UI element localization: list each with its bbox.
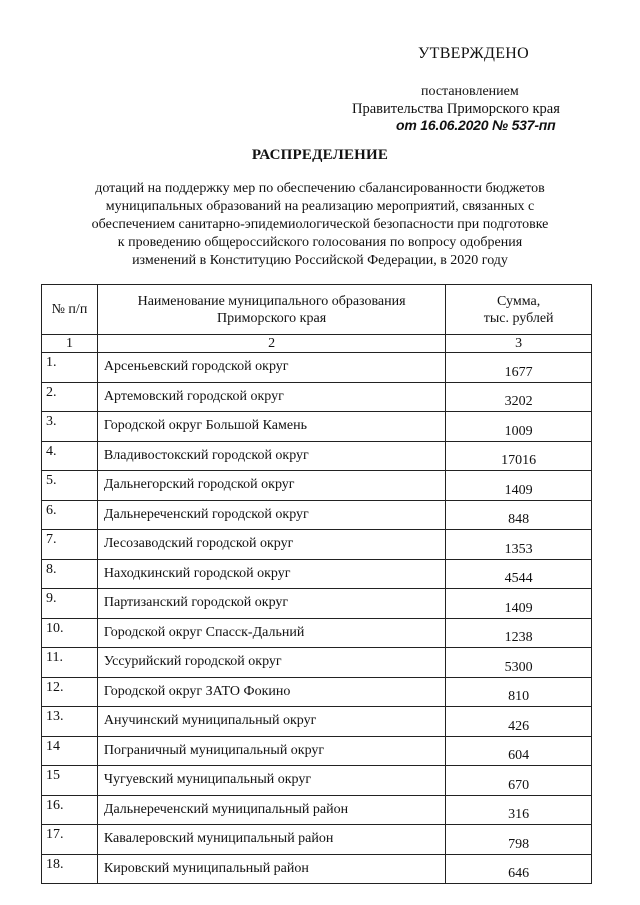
row-name: Лесозаводский городской округ [97,530,445,560]
row-name: Дальнереченский муниципальный район [97,795,445,825]
column-number: 1 [42,335,98,353]
row-number: 14 [42,736,98,766]
approval-line-3: от 16.06.2020 № 537-пп [396,117,556,133]
row-sum: 670 [446,766,592,796]
table-row [42,353,592,383]
row-sum: 646 [446,854,592,884]
row-number: 4. [42,441,98,471]
row-name: Партизанский городской округ [97,589,445,619]
row-number: 2. [42,382,98,412]
row-name: Городской округ ЗАТО Фокино [97,677,445,707]
table-row [42,441,592,471]
row-number: 8. [42,559,98,589]
subtitle-line: изменений в Конституцию Российской Федерации, в 2020 году [132,253,508,268]
row-number: 10. [42,618,98,648]
subtitle-line: дотаций на поддержку мер по обеспечению сбалансированности бюджетов [95,181,545,196]
row-sum: 1353 [446,530,592,560]
row-sum: 316 [446,795,592,825]
row-name: Дальнегорский городской округ [97,471,445,501]
table-row [42,412,592,442]
table-row [42,559,592,589]
subtitle-line: к проведению общероссийского голосования по вопросу одобрения [117,235,523,250]
row-number: 15 [42,766,98,796]
row-number: 18. [42,854,98,884]
row-name: Владивостокский городской округ [97,441,445,471]
document-title: РАСПРЕДЕЛЕНИЕ [251,147,389,163]
row-sum: 4544 [446,559,592,589]
table-row [42,618,592,648]
table-row [42,795,592,825]
row-sum: 1677 [446,353,592,383]
distribution-table [41,284,592,884]
row-sum: 5300 [446,648,592,678]
header-name [97,285,445,335]
table-row [42,707,592,737]
header-number: № п/п [42,285,98,335]
row-name: Чугуевский муниципальный округ [97,766,445,796]
row-number: 9. [42,589,98,619]
table-row [42,677,592,707]
approval-line-1: постановлением [421,84,519,99]
row-sum: 17016 [446,441,592,471]
table-row [42,648,592,678]
document-subtitle [60,180,580,270]
approval-heading: УТВЕРЖДЕНО [418,45,530,62]
row-number: 13. [42,707,98,737]
row-sum: 3202 [446,382,592,412]
subtitle-line: муниципальных образований на реализацию мероприятий, связанных с [105,199,535,214]
row-name: Кировский муниципальный район [97,854,445,884]
row-name: Кавалеровский муниципальный район [97,825,445,855]
table-row [42,530,592,560]
row-number: 5. [42,471,98,501]
header-sum-line-1: Сумма, [497,293,541,309]
row-name: Уссурийский городской округ [97,648,445,678]
row-name: Пограничный муниципальный округ [97,736,445,766]
table-row [42,854,592,884]
row-number: 6. [42,500,98,530]
column-number: 3 [446,335,592,353]
row-number: 12. [42,677,98,707]
row-name: Артемовский городской округ [97,382,445,412]
row-name: Арсеньевский городской округ [97,353,445,383]
subtitle-line: обеспечением санитарно-эпидемиологической безопасности при подготовке [91,217,549,232]
row-number: 11. [42,648,98,678]
header-sum [446,285,592,335]
table-row [42,500,592,530]
table-header-row [42,285,592,335]
row-sum: 604 [446,736,592,766]
row-number: 17. [42,825,98,855]
row-name: Находкинский городской округ [97,559,445,589]
row-sum: 426 [446,707,592,737]
row-sum: 1238 [446,618,592,648]
column-number: 2 [97,335,445,353]
approval-line-2: Правительства Приморского края [352,101,560,117]
header-name-line-1: Наименование муниципального образования [137,293,406,309]
row-sum: 1409 [446,589,592,619]
row-sum: 1409 [446,471,592,501]
row-name: Дальнереченский городской округ [97,500,445,530]
header-sum-line-2: тыс. рублей [483,310,554,326]
row-sum: 810 [446,677,592,707]
row-sum: 848 [446,500,592,530]
table-row [42,766,592,796]
row-name: Анучинский муниципальный округ [97,707,445,737]
table-row [42,589,592,619]
table-row [42,471,592,501]
table-row [42,382,592,412]
row-sum: 798 [446,825,592,855]
table-row [42,736,592,766]
table-row [42,825,592,855]
row-number: 1. [42,353,98,383]
row-number: 3. [42,412,98,442]
row-name: Городской округ Большой Камень [97,412,445,442]
column-numbers-row [42,335,592,353]
header-name-line-2: Приморского края [217,310,327,326]
row-number: 16. [42,795,98,825]
row-name: Городской округ Спасск-Дальний [97,618,445,648]
row-number: 7. [42,530,98,560]
row-sum: 1009 [446,412,592,442]
